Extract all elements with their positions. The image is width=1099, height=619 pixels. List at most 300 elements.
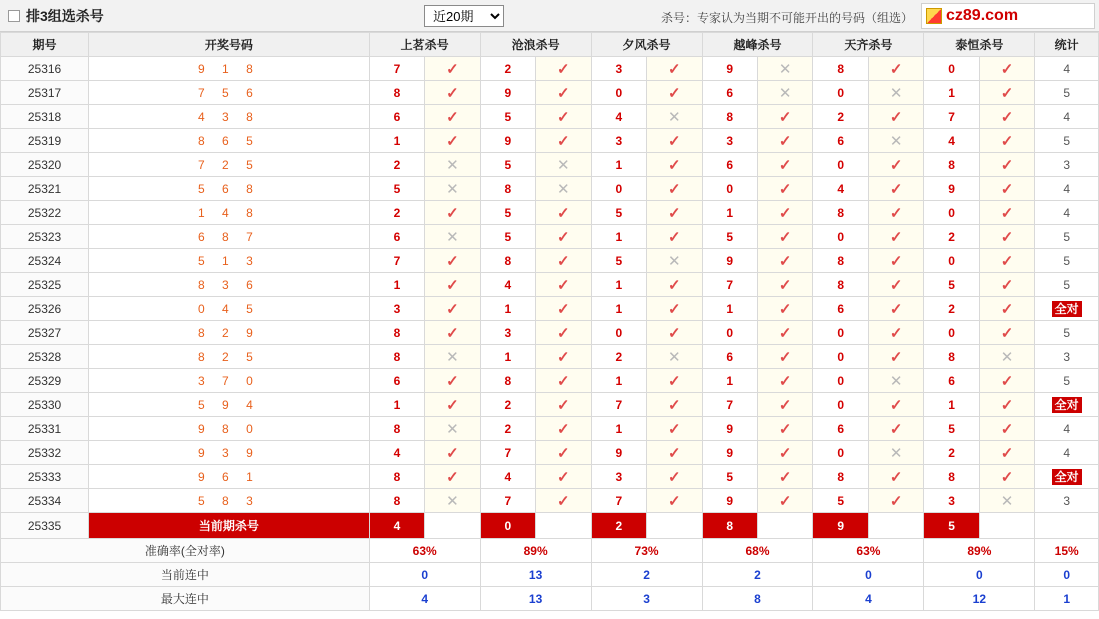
table-row xyxy=(1,81,1099,105)
check-icon: ✓ xyxy=(667,324,681,342)
cell-kill-result-2 xyxy=(647,393,702,417)
cell-kill-result-5 xyxy=(979,393,1034,417)
cell-kill-result-0 xyxy=(425,441,480,465)
cell-kill-result-4 xyxy=(868,177,923,201)
cell-issue: 25331 xyxy=(1,417,89,441)
cell-open-numbers: 5 8 3 xyxy=(89,489,370,513)
check-icon: ✓ xyxy=(446,60,459,78)
cell-kill-result-4 xyxy=(868,417,923,441)
cell-kill-number-2: 1 xyxy=(591,273,646,297)
check-icon: ✓ xyxy=(557,228,570,246)
table-row xyxy=(1,369,1099,393)
check-icon: ✓ xyxy=(667,420,681,438)
cell-open-numbers: 5 1 3 xyxy=(89,249,370,273)
cell-open-numbers: 8 2 9 xyxy=(89,321,370,345)
check-icon: ✓ xyxy=(557,276,570,294)
table-row xyxy=(1,177,1099,201)
check-icon: ✓ xyxy=(778,156,792,174)
check-icon: ✓ xyxy=(1000,372,1014,390)
check-icon: ✓ xyxy=(889,492,903,510)
summary-row-0 xyxy=(1,539,1099,563)
cell-kill-result-5 xyxy=(979,489,1034,513)
summary-value-0: 63% xyxy=(369,539,480,563)
cell-kill-number-4: 0 xyxy=(813,153,868,177)
cell-kill-number-5: 3 xyxy=(924,489,979,513)
cell-kill-number-1: 8 xyxy=(480,177,535,201)
cell-kill-number-1: 4 xyxy=(480,273,535,297)
check-icon: ✓ xyxy=(889,60,903,78)
check-icon: ✓ xyxy=(1000,204,1014,222)
cell-kill-number-0: 6 xyxy=(369,225,424,249)
cell-kill-number-1: 4 xyxy=(480,465,535,489)
cell-open-numbers: 9 3 9 xyxy=(89,441,370,465)
cell-kill-number-5: 1 xyxy=(924,393,979,417)
cell-kill-number-2: 1 xyxy=(591,369,646,393)
cross-icon: ✕ xyxy=(889,372,903,390)
status-badge: 全对 xyxy=(1052,301,1082,317)
cross-icon: ✕ xyxy=(778,60,792,78)
cell-issue: 25317 xyxy=(1,81,89,105)
cell-kill-result-3 xyxy=(757,321,812,345)
table-row xyxy=(1,225,1099,249)
check-icon: ✓ xyxy=(557,324,570,342)
cell-kill-result-2 xyxy=(647,81,702,105)
cell-kill-result-3 xyxy=(757,105,812,129)
table-row xyxy=(1,129,1099,153)
cell-kill-number-1: 7 xyxy=(480,489,535,513)
cell-stat: 5 xyxy=(1035,249,1099,273)
cross-icon: ✕ xyxy=(557,180,570,198)
cell-kill-result-5 xyxy=(979,57,1034,81)
summary-value-0: 0 xyxy=(369,563,480,587)
cell-issue: 25327 xyxy=(1,321,89,345)
cell-kill-result-1 xyxy=(536,489,591,513)
summary-value-1: 89% xyxy=(480,539,591,563)
check-icon: ✓ xyxy=(1000,132,1014,150)
cell-kill-number-1: 5 xyxy=(480,225,535,249)
cell-issue: 25330 xyxy=(1,393,89,417)
cross-icon: ✕ xyxy=(446,420,459,438)
cell-kill-number-4: 8 xyxy=(813,201,868,225)
table-row xyxy=(1,249,1099,273)
cell-kill-number-0: 8 xyxy=(369,417,424,441)
cell-kill-number-1: 5 xyxy=(480,201,535,225)
check-icon: ✓ xyxy=(778,420,792,438)
cell-issue: 25325 xyxy=(1,273,89,297)
cell-kill-result-1 xyxy=(536,321,591,345)
cell-kill-number-5: 0 xyxy=(924,249,979,273)
cell-kill-result-0 xyxy=(425,393,480,417)
cell-kill-number-3: 1 xyxy=(702,201,757,225)
summary-value-5: 89% xyxy=(924,539,1035,563)
cross-icon: ✕ xyxy=(667,252,681,270)
cell-open-numbers: 4 3 8 xyxy=(89,105,370,129)
check-icon: ✓ xyxy=(446,204,459,222)
check-icon: ✓ xyxy=(889,228,903,246)
cell-kill-number-3: 0 xyxy=(702,321,757,345)
cell-kill-number-2: 3 xyxy=(591,465,646,489)
cell-kill-result-5 xyxy=(979,321,1034,345)
cell-kill-number-3: 7 xyxy=(702,393,757,417)
check-icon: ✓ xyxy=(1000,60,1014,78)
cell-kill-result-4 xyxy=(868,345,923,369)
cell-kill-number-0: 1 xyxy=(369,129,424,153)
cell-kill-number-2: 0 xyxy=(591,177,646,201)
cell-kill-number-0: 8 xyxy=(369,489,424,513)
cell-kill-result-3 xyxy=(757,489,812,513)
cell-kill-number-2: 0 xyxy=(591,321,646,345)
cell-kill-number-2: 7 xyxy=(591,489,646,513)
cell-kill-number-1: 2 xyxy=(480,57,535,81)
summary-value-5: 12 xyxy=(924,587,1035,611)
cell-kill-result-4 xyxy=(868,153,923,177)
cross-icon: ✕ xyxy=(889,444,903,462)
check-icon: ✓ xyxy=(667,492,681,510)
cell-kill-number-0: 8 xyxy=(369,321,424,345)
current-kill-number-4: 9 xyxy=(813,513,868,539)
cell-kill-number-2: 2 xyxy=(591,345,646,369)
summary-stat: 15% xyxy=(1035,539,1099,563)
table-row xyxy=(1,465,1099,489)
cell-kill-result-1 xyxy=(536,345,591,369)
cell-kill-number-2: 5 xyxy=(591,201,646,225)
cell-kill-result-2 xyxy=(647,321,702,345)
cell-kill-number-5: 8 xyxy=(924,153,979,177)
check-icon: ✓ xyxy=(778,324,792,342)
cell-kill-number-3: 9 xyxy=(702,417,757,441)
cell-kill-number-1: 8 xyxy=(480,369,535,393)
cell-kill-result-1 xyxy=(536,417,591,441)
cell-kill-number-2: 3 xyxy=(591,129,646,153)
cell-kill-number-5: 6 xyxy=(924,369,979,393)
cell-kill-result-0 xyxy=(425,321,480,345)
page-title: 排3组选杀号 xyxy=(26,7,104,24)
cell-kill-result-2 xyxy=(647,489,702,513)
summary-stat: 0 xyxy=(1035,563,1099,587)
cell-kill-result-3 xyxy=(757,345,812,369)
logo-text: cz89.com xyxy=(946,7,1019,24)
cell-kill-number-4: 8 xyxy=(813,465,868,489)
cell-issue: 25329 xyxy=(1,369,89,393)
cross-icon: ✕ xyxy=(446,492,459,510)
cell-kill-result-1 xyxy=(536,393,591,417)
check-icon: ✓ xyxy=(778,300,792,318)
check-icon: ✓ xyxy=(667,84,681,102)
cell-kill-number-2: 1 xyxy=(591,225,646,249)
cell-kill-result-2 xyxy=(647,345,702,369)
cell-kill-number-5: 0 xyxy=(924,321,979,345)
check-icon: ✓ xyxy=(667,60,681,78)
check-icon: ✓ xyxy=(889,108,903,126)
current-kill-number-0: 4 xyxy=(369,513,424,539)
check-icon: ✓ xyxy=(667,156,681,174)
cross-icon: ✕ xyxy=(446,156,459,174)
check-icon: ✓ xyxy=(1000,420,1014,438)
cell-kill-result-3 xyxy=(757,153,812,177)
period-select-wrap xyxy=(424,5,504,27)
cell-kill-result-1 xyxy=(536,153,591,177)
check-icon: ✓ xyxy=(778,492,792,510)
cell-kill-number-2: 1 xyxy=(591,153,646,177)
cell-kill-number-5: 2 xyxy=(924,441,979,465)
cell-kill-number-0: 2 xyxy=(369,153,424,177)
cell-kill-result-2 xyxy=(647,129,702,153)
cell-stat: 3 xyxy=(1035,489,1099,513)
site-logo[interactable] xyxy=(921,3,1095,29)
cell-kill-result-2 xyxy=(647,297,702,321)
table-row xyxy=(1,417,1099,441)
check-icon: ✓ xyxy=(1000,444,1014,462)
table-row xyxy=(1,105,1099,129)
cell-kill-number-3: 9 xyxy=(702,57,757,81)
cell-kill-result-4 xyxy=(868,465,923,489)
cell-kill-result-5 xyxy=(979,249,1034,273)
cell-kill-result-5 xyxy=(979,153,1034,177)
cross-icon: ✕ xyxy=(667,348,681,366)
cell-stat: 5 xyxy=(1035,369,1099,393)
cell-kill-result-0 xyxy=(425,201,480,225)
check-icon: ✓ xyxy=(1000,108,1014,126)
cell-kill-result-4 xyxy=(868,441,923,465)
table-header-0: 期号 xyxy=(1,33,89,57)
cell-kill-number-4: 6 xyxy=(813,297,868,321)
table-header-8: 统计 xyxy=(1035,33,1099,57)
cell-stat: 4 xyxy=(1035,105,1099,129)
top-bar xyxy=(0,0,1099,32)
cell-kill-number-1: 5 xyxy=(480,105,535,129)
cell-kill-result-4 xyxy=(868,249,923,273)
check-icon: ✓ xyxy=(557,108,570,126)
cell-kill-result-5 xyxy=(979,369,1034,393)
cell-kill-result-0 xyxy=(425,345,480,369)
cell-kill-number-5: 5 xyxy=(924,417,979,441)
cell-kill-number-5: 0 xyxy=(924,201,979,225)
cell-issue: 25321 xyxy=(1,177,89,201)
cell-kill-result-5 xyxy=(979,417,1034,441)
cell-kill-number-3: 7 xyxy=(702,273,757,297)
cell-kill-number-2: 1 xyxy=(591,417,646,441)
cell-kill-number-1: 8 xyxy=(480,249,535,273)
check-icon: ✓ xyxy=(667,372,681,390)
cell-kill-result-1 xyxy=(536,369,591,393)
cell-kill-result-3 xyxy=(757,465,812,489)
cell-kill-result-2 xyxy=(647,177,702,201)
check-icon: ✓ xyxy=(557,84,570,102)
cross-icon: ✕ xyxy=(446,348,459,366)
cell-kill-number-4: 5 xyxy=(813,489,868,513)
cell-kill-result-4 xyxy=(868,369,923,393)
check-icon: ✓ xyxy=(1000,252,1014,270)
check-icon: ✓ xyxy=(557,468,570,486)
cell-stat: 5 xyxy=(1035,321,1099,345)
cell-open-numbers: 5 6 8 xyxy=(89,177,370,201)
cell-kill-result-4 xyxy=(868,105,923,129)
cell-kill-number-0: 2 xyxy=(369,201,424,225)
current-period-label: 当前期杀号 xyxy=(89,513,370,539)
cell-kill-result-1 xyxy=(536,249,591,273)
cell-open-numbers: 5 9 4 xyxy=(89,393,370,417)
cell-open-numbers: 9 1 8 xyxy=(89,57,370,81)
cell-kill-number-4: 0 xyxy=(813,225,868,249)
cell-kill-result-2 xyxy=(647,153,702,177)
cell-kill-result-0 xyxy=(425,177,480,201)
cell-issue: 25328 xyxy=(1,345,89,369)
cell-issue: 25318 xyxy=(1,105,89,129)
check-icon: ✓ xyxy=(446,468,459,486)
check-icon: ✓ xyxy=(667,276,681,294)
table-header-3: 沧浪杀号 xyxy=(480,33,591,57)
check-icon: ✓ xyxy=(446,444,459,462)
cell-issue: 25326 xyxy=(1,297,89,321)
summary-value-3: 8 xyxy=(702,587,813,611)
table-row xyxy=(1,489,1099,513)
cell-kill-result-1 xyxy=(536,297,591,321)
cell-kill-number-5: 2 xyxy=(924,297,979,321)
cell-issue: 25334 xyxy=(1,489,89,513)
cell-kill-number-0: 4 xyxy=(369,441,424,465)
cell-kill-number-4: 8 xyxy=(813,273,868,297)
cell-kill-result-0 xyxy=(425,273,480,297)
cell-kill-result-0 xyxy=(425,57,480,81)
check-icon: ✓ xyxy=(778,180,792,198)
check-icon: ✓ xyxy=(1000,180,1014,198)
cell-kill-result-3 xyxy=(757,201,812,225)
cell-kill-number-0: 8 xyxy=(369,465,424,489)
cell-kill-number-4: 2 xyxy=(813,105,868,129)
check-icon: ✓ xyxy=(778,204,792,222)
cell-kill-result-1 xyxy=(536,201,591,225)
cell-kill-number-4: 0 xyxy=(813,321,868,345)
check-icon: ✓ xyxy=(557,300,570,318)
check-icon: ✓ xyxy=(889,324,903,342)
title-checkbox[interactable] xyxy=(8,10,20,22)
table-row xyxy=(1,153,1099,177)
cell-kill-result-3 xyxy=(757,81,812,105)
cell-kill-number-5: 0 xyxy=(924,57,979,81)
cell-kill-number-4: 8 xyxy=(813,57,868,81)
period-select[interactable] xyxy=(424,5,504,27)
check-icon: ✓ xyxy=(667,180,681,198)
cell-kill-result-1 xyxy=(536,273,591,297)
check-icon: ✓ xyxy=(557,372,570,390)
cell-kill-result-3 xyxy=(757,249,812,273)
check-icon: ✓ xyxy=(446,108,459,126)
cell-kill-number-0: 8 xyxy=(369,81,424,105)
cell-open-numbers: 7 2 5 xyxy=(89,153,370,177)
cell-kill-result-5 xyxy=(979,129,1034,153)
summary-value-1: 13 xyxy=(480,563,591,587)
cell-kill-result-2 xyxy=(647,417,702,441)
table-header-1: 开奖号码 xyxy=(89,33,370,57)
check-icon: ✓ xyxy=(667,468,681,486)
cross-icon: ✕ xyxy=(446,228,459,246)
cell-kill-result-0 xyxy=(425,489,480,513)
cross-icon: ✕ xyxy=(889,132,903,150)
cell-kill-result-3 xyxy=(757,369,812,393)
check-icon: ✓ xyxy=(1000,84,1014,102)
cell-kill-result-2 xyxy=(647,57,702,81)
summary-value-4: 4 xyxy=(813,587,924,611)
cell-kill-result-4 xyxy=(868,81,923,105)
check-icon: ✓ xyxy=(446,252,459,270)
current-kill-blank-5 xyxy=(979,513,1034,539)
cell-stat xyxy=(1035,393,1099,417)
current-kill-blank-1 xyxy=(536,513,591,539)
summary-value-4: 0 xyxy=(813,563,924,587)
cell-kill-result-2 xyxy=(647,105,702,129)
cell-kill-number-1: 9 xyxy=(480,81,535,105)
check-icon: ✓ xyxy=(446,300,459,318)
summary-value-2: 3 xyxy=(591,587,702,611)
cell-kill-result-5 xyxy=(979,273,1034,297)
summary-value-0: 4 xyxy=(369,587,480,611)
kill-number-table xyxy=(0,32,1099,611)
check-icon: ✓ xyxy=(557,492,570,510)
summary-value-1: 13 xyxy=(480,587,591,611)
cell-kill-result-4 xyxy=(868,273,923,297)
summary-label: 当前连中 xyxy=(1,563,370,587)
cell-kill-number-0: 1 xyxy=(369,273,424,297)
cell-stat: 4 xyxy=(1035,177,1099,201)
cell-kill-number-3: 5 xyxy=(702,225,757,249)
cell-kill-result-1 xyxy=(536,57,591,81)
cell-kill-number-3: 0 xyxy=(702,177,757,201)
check-icon: ✓ xyxy=(889,348,903,366)
current-kill-blank-4 xyxy=(868,513,923,539)
summary-value-2: 2 xyxy=(591,563,702,587)
cell-kill-result-4 xyxy=(868,489,923,513)
cell-kill-number-4: 0 xyxy=(813,345,868,369)
cell-kill-number-3: 9 xyxy=(702,489,757,513)
status-badge: 全对 xyxy=(1052,469,1082,485)
check-icon: ✓ xyxy=(778,132,792,150)
table-row xyxy=(1,297,1099,321)
cell-kill-number-0: 1 xyxy=(369,393,424,417)
table-header-6: 天齐杀号 xyxy=(813,33,924,57)
cell-kill-number-3: 1 xyxy=(702,369,757,393)
cell-kill-number-2: 5 xyxy=(591,249,646,273)
cell-kill-number-3: 1 xyxy=(702,297,757,321)
cell-open-numbers: 9 6 1 xyxy=(89,465,370,489)
table-header-4: 夕风杀号 xyxy=(591,33,702,57)
cell-stat: 3 xyxy=(1035,345,1099,369)
cell-open-numbers: 1 4 8 xyxy=(89,201,370,225)
check-icon: ✓ xyxy=(446,396,459,414)
cell-kill-number-4: 8 xyxy=(813,249,868,273)
check-icon: ✓ xyxy=(1000,468,1014,486)
check-icon: ✓ xyxy=(778,228,792,246)
cell-stat xyxy=(1035,297,1099,321)
check-icon: ✓ xyxy=(889,156,903,174)
cell-kill-number-4: 0 xyxy=(813,369,868,393)
current-kill-number-2: 2 xyxy=(591,513,646,539)
cross-icon: ✕ xyxy=(889,84,903,102)
check-icon: ✓ xyxy=(889,180,903,198)
cell-kill-result-1 xyxy=(536,465,591,489)
check-icon: ✓ xyxy=(446,372,459,390)
cell-kill-number-4: 6 xyxy=(813,417,868,441)
cell-kill-result-0 xyxy=(425,249,480,273)
cell-kill-result-0 xyxy=(425,417,480,441)
table-header-7: 泰恒杀号 xyxy=(924,33,1035,57)
cell-kill-result-5 xyxy=(979,345,1034,369)
cell-kill-result-0 xyxy=(425,153,480,177)
current-issue: 25335 xyxy=(1,513,89,539)
cell-kill-result-4 xyxy=(868,129,923,153)
check-icon: ✓ xyxy=(778,108,792,126)
cross-icon: ✕ xyxy=(1000,348,1014,366)
current-kill-blank-0 xyxy=(425,513,480,539)
